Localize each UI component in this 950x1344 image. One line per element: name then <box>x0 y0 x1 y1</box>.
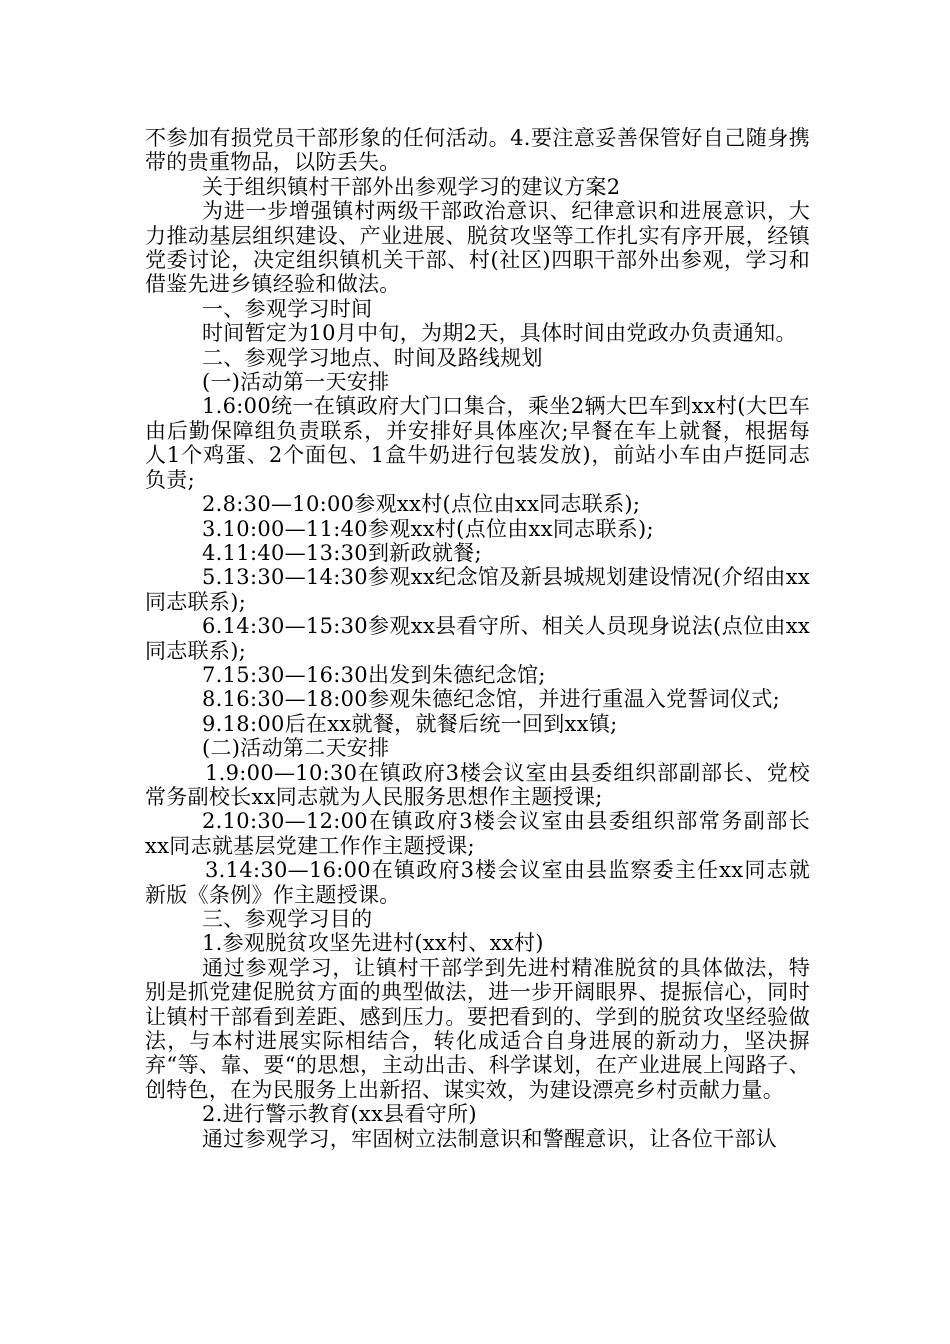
day-one-item-1: 1.6:00统一在镇政府大门口集合，乘坐2辆大巴车到xx村(大巴车由后勤保障组负责联系，并安排好具体座次;早餐在车上就餐，根据每人1个鸡蛋、2个面包、1盒牛奶进行包装发放)，前站小车由卢挺同志负责; <box>145 394 810 492</box>
day-one-item-4: 4.11:40—13:30到新政就餐; <box>202 540 482 565</box>
day-one-item-2: 2.8:30—10:00参观xx村(点位由xx同志联系); <box>202 492 641 517</box>
day-two-item-1: 1.9:00—10:30在镇政府3楼会议室由县委组织部副部长、党校常务副校长xx同志就为人民服务思想作主题授课; <box>145 760 810 809</box>
paragraph-1: 不参加有损党员干部形象的任何活动。4.要注意妥善保管好自己随身携带的贵重物品，以防丢失。 <box>145 126 810 175</box>
paragraph-intro: 为进一步增强镇村两级干部政治意识、纪律意识和进展意识，大力推动基层组织建设、产业进展、脱贫攻坚等工作扎实有序开展，经镇党委讨论，决定组织镇机关干部、村(社区)四职干部外出参观，学习和借鉴先进乡镇经验和做法。 <box>145 199 810 297</box>
heading-purpose: 三、参观学习目的 <box>202 907 373 931</box>
heading-location: 二、参观学习地点、时间及路线规划 <box>202 345 543 370</box>
paragraph-time: 时间暂定为10月中旬，为期2天，具体时间由党政办负责通知。 <box>202 321 797 346</box>
document-body <box>145 126 810 1151</box>
day-two-item-3: 3.14:30—16:00在镇政府3楼会议室由县监察委主任xx同志就新版《条例》作主题授课。 <box>145 858 810 907</box>
purpose-paragraph-1: 通过参观学习，让镇村干部学到先进村精准脱贫的具体做法，特别是抓党建促脱贫方面的典型做法，进一步开阔眼界、提振信心，同时让镇村干部看到差距、感到压力。要把看到的、学到的脱贫攻坚经验做法，与本村进展实际相结合，转化成适合自身进展的新动力，坚决摒弃“等、靠、要“的思想，主动出击、科学谋划，在产业进展上闯路子、创特色，在为民服务上出新招、谋实效，为建设漂亮乡村贡献力量。 <box>145 955 810 1102</box>
subheading-day-two: (二)活动第二天安排 <box>202 736 390 761</box>
day-two-item-2: 2.10:30—12:00在镇政府3楼会议室由县委组织部常务副部长xx同志就基层党建工作作主题授课; <box>145 809 810 858</box>
day-one-item-9: 9.18:00后在xx就餐，就餐后统一回到xx镇; <box>202 711 618 736</box>
day-one-item-8: 8.16:30—18:00参观朱德纪念馆，并进行重温入党誓词仪式; <box>202 687 781 712</box>
purpose-paragraph-2: 通过参观学习，牢固树立法制意识和警醒意识，让各位干部认 <box>202 1126 778 1151</box>
subheading-day-one: (一)活动第一天安排 <box>202 370 390 395</box>
purpose-item-2: 2.进行警示教育(xx县看守所) <box>202 1102 477 1127</box>
day-one-item-6: 6.14:30—15:30参观xx县看守所、相关人员现身说法(点位由xx同志联系); <box>145 614 810 663</box>
day-one-item-7: 7.15:30—16:30出发到朱德纪念馆; <box>202 662 546 687</box>
purpose-item-1: 1.参观脱贫攻坚先进村(xx村、xx村) <box>202 931 544 956</box>
section-title: 关于组织镇村干部外出参观学习的建议方案2 <box>202 174 621 199</box>
heading-time: 一、参观学习时间 <box>202 296 373 321</box>
day-one-item-5: 5.13:30—14:30参观xx纪念馆及新县城规划建设情况(介绍由xx同志联系); <box>145 565 810 614</box>
day-one-item-3: 3.10:00—11:40参观xx村(点位由xx同志联系); <box>202 516 654 541</box>
